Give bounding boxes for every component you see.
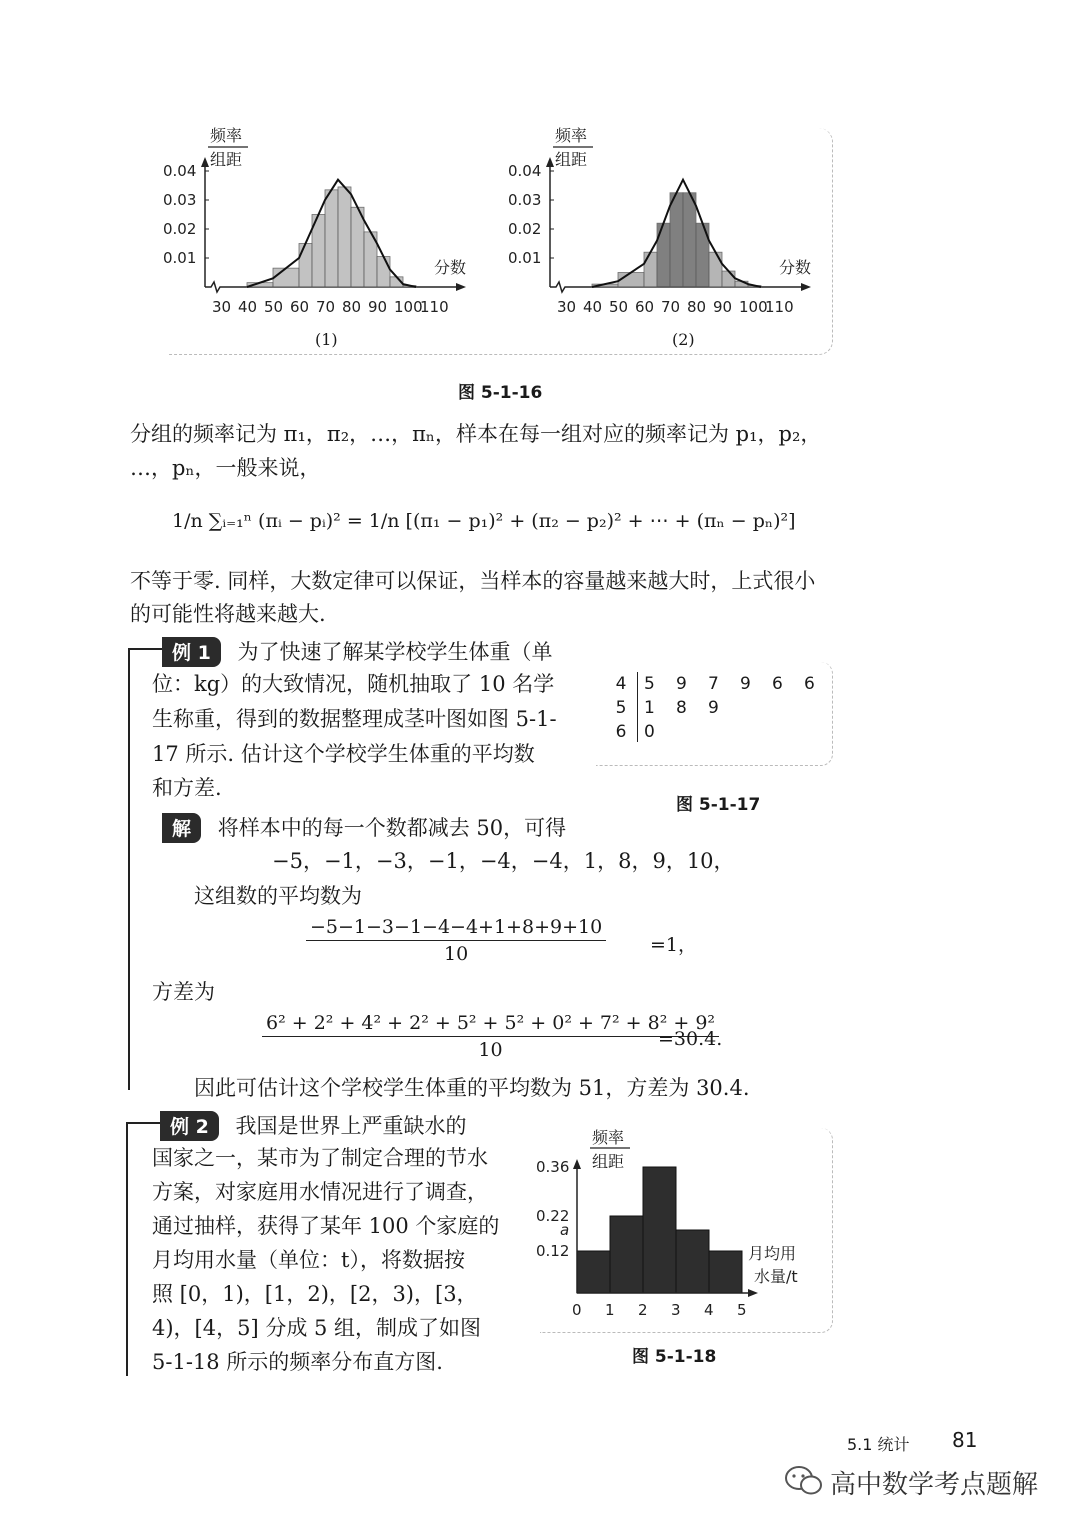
- mean-fraction: [306, 916, 606, 965]
- x-tick-label: 60: [635, 298, 655, 316]
- mean-denominator: 10: [443, 943, 469, 965]
- x-axis-arrow: [456, 283, 466, 291]
- example-2-line-4: 通过抽样，获得了某年 100 个家庭的: [152, 1214, 500, 1238]
- example-1-line-3: 生称重，得到的数据整理成茎叶图如图 5-1-: [152, 707, 557, 731]
- example-1-line-2: 位：kg）的大致情况，随机抽取了 10 名学: [152, 672, 555, 696]
- histogram-bar: [709, 252, 722, 287]
- variance-denominator: 10: [478, 1039, 503, 1061]
- paragraph-2-line-2: 的可能性将越来越大.: [130, 602, 326, 626]
- mean-result: =1，: [650, 934, 698, 956]
- y-tick-label: 0.04: [163, 162, 197, 180]
- variance-fraction: [262, 1012, 719, 1061]
- example-2-line-7: 4)，[4，5] 分成 5 组，制成了如图: [152, 1316, 482, 1340]
- y-tick-label: a: [560, 1221, 570, 1239]
- x-tick-label: 40: [583, 298, 603, 316]
- x-axis-arrow: [748, 1289, 758, 1297]
- histogram-bar: [644, 252, 657, 287]
- water-usage-histogram: [530, 1125, 830, 1330]
- x-tick-label: 70: [316, 298, 336, 316]
- histogram-bar: [722, 271, 735, 287]
- section-label: 5.1 统计: [847, 1435, 910, 1454]
- x-tick-label: 50: [264, 298, 284, 316]
- x-tick-label: 80: [342, 298, 362, 316]
- y-tick-label: 0.03: [163, 191, 197, 209]
- example-2-tag: 例 2: [160, 1111, 219, 1141]
- example-1-line-5: 和方差.: [152, 776, 222, 800]
- stem-leaf-row: 5 1 8 9: [615, 698, 719, 718]
- y-axis-label-bottom: 组距: [210, 150, 243, 169]
- example-2-line-8: 5-1-18 所示的频率分布直方图.: [152, 1350, 443, 1374]
- page-number: 81: [952, 1428, 978, 1452]
- histogram-bar: [377, 257, 390, 287]
- histogram-chart-1: [160, 125, 480, 325]
- example-1-line-1: 为了快速了解某学校学生体重（单: [237, 640, 553, 664]
- y-axis-label-top: 频率: [592, 1128, 625, 1147]
- x-tick-label: 40: [238, 298, 258, 316]
- y-tick-label: 0.03: [508, 191, 542, 209]
- histogram-bar: [683, 193, 696, 287]
- paragraph-1-line-1: 分组的频率记为 π₁，π₂，…，πₙ，样本在每一组对应的频率记为 p₁，p₂，: [130, 422, 822, 446]
- figure-17-caption: 图 5-1-17: [676, 795, 761, 815]
- figure-18-caption: 图 5-1-18: [632, 1347, 717, 1367]
- histogram-chart-2: [505, 125, 825, 325]
- histogram-bar: [709, 1251, 742, 1293]
- solution-1-tag: 解: [162, 813, 201, 843]
- wechat-icon: [784, 1464, 824, 1498]
- histogram-bar: [325, 190, 338, 287]
- x-tick-label: 5: [737, 1301, 747, 1319]
- variance-result: =30.4.: [658, 1028, 723, 1050]
- watermark-text: 高中数学考点题解: [830, 1470, 1039, 1500]
- histogram-bar: [273, 268, 299, 287]
- histogram-bar: [577, 1251, 610, 1293]
- solution-1-header: [162, 812, 566, 843]
- y-tick-label: 0.12: [536, 1242, 570, 1260]
- variance-numerator: 6² + 2² + 4² + 2² + 5² + 5² + 0² + 7² + 8² + 9²: [262, 1012, 719, 1037]
- x-tick-label: 80: [687, 298, 707, 316]
- histogram-bar: [643, 1167, 676, 1293]
- solution-1-line-3: 这组数的平均数为: [194, 884, 362, 908]
- y-axis-arrow: [201, 157, 209, 167]
- x-tick-label: 1: [605, 1301, 615, 1319]
- y-tick-label: 0.22: [536, 1207, 570, 1225]
- example-1-header: [162, 636, 553, 667]
- y-tick-label: 0.36: [536, 1158, 570, 1176]
- example-2-header: [160, 1110, 467, 1141]
- histogram-bar: [299, 244, 312, 288]
- solution-1-line-1: 将样本中的每一个数都减去 50，可得: [217, 816, 567, 840]
- x-tick-label: 70: [661, 298, 681, 316]
- example-2-line-6: 照 [0，1)，[1，2)，[2，3)，[3，: [152, 1282, 478, 1306]
- y-axis-label-top: 频率: [555, 126, 588, 145]
- mean-numerator: −5−1−3−1−4−4+1+8+9+10: [306, 916, 606, 941]
- example-1-tag: 例 1: [162, 637, 221, 667]
- x-tick-label: 110: [765, 298, 794, 316]
- histogram-bar: [670, 193, 683, 287]
- x-tick-label: 30: [557, 298, 577, 316]
- y-tick-label: 0.04: [508, 162, 542, 180]
- x-tick-label: 110: [420, 298, 449, 316]
- x-axis-label-bottom: 水量/t: [754, 1267, 798, 1286]
- example-2-line-3: 方案，对家庭用水情况进行了调查，: [152, 1180, 488, 1204]
- solution-1-conclusion: 因此可估计这个学校学生体重的平均数为 51，方差为 30.4.: [194, 1076, 750, 1100]
- y-axis-label-bottom: 组距: [592, 1152, 625, 1171]
- x-axis-arrow: [801, 283, 811, 291]
- x-tick-label: 30: [212, 298, 232, 316]
- figure-16-sub2: (2): [672, 330, 695, 349]
- histogram-bar: [351, 207, 364, 287]
- paragraph-1-line-2: …，pₙ，一般来说，: [130, 456, 321, 480]
- x-tick-label: 0: [572, 1301, 582, 1319]
- x-tick-label: 100: [394, 298, 423, 316]
- y-axis-label-bottom: 组距: [555, 150, 588, 169]
- x-tick-label: 100: [739, 298, 768, 316]
- y-tick-label: 0.01: [508, 249, 542, 267]
- x-axis-label: 分数: [779, 258, 812, 277]
- x-tick-label: 3: [671, 1301, 681, 1319]
- y-tick-label: 0.01: [163, 249, 197, 267]
- figure-16-caption: 图 5-1-16: [458, 383, 543, 403]
- example-2-line-5: 月均用水量（单位：t），将数据按: [152, 1248, 465, 1272]
- y-axis-label-top: 频率: [210, 126, 243, 145]
- x-tick-label: 50: [609, 298, 629, 316]
- paragraph-2-line-1: 不等于零. 同样，大数定律可以保证，当样本的容量越来越大时，上式很小: [130, 569, 816, 593]
- example-2-line-1: 我国是世界上严重缺水的: [235, 1114, 467, 1138]
- x-tick-label: 90: [368, 298, 388, 316]
- x-axis-label: 分数: [434, 258, 467, 277]
- histogram-bar: [610, 1216, 643, 1293]
- x-tick-label: 2: [638, 1301, 648, 1319]
- solution-1-values: −5，−1，−3，−1，−4，−4，1，8，9，10，: [272, 849, 735, 873]
- figure-16-sub1: (1): [315, 330, 338, 349]
- x-tick-label: 4: [704, 1301, 714, 1319]
- stem-leaf-row: 6 0: [615, 722, 655, 742]
- deviation-formula: 1/n ∑ᵢ₌₁ⁿ (πᵢ − pᵢ)² = 1/n [(π₁ − p₁)² + (π₂ − p₂)² + ⋯ + (πₙ − pₙ)²]: [172, 510, 796, 532]
- y-tick-label: 0.02: [163, 220, 197, 238]
- solution-1-line-4: 方差为: [152, 980, 215, 1004]
- y-axis-arrow: [546, 157, 554, 167]
- y-axis-arrow: [573, 1159, 581, 1169]
- histogram-bar: [676, 1230, 709, 1293]
- example-1-line-4: 17 所示. 估计这个学校学生体重的平均数: [152, 742, 535, 766]
- stem-leaf-row: 4 5 9 7 9 6 6: [615, 674, 815, 694]
- x-axis-label-top: 月均用: [748, 1244, 797, 1263]
- x-tick-label: 60: [290, 298, 310, 316]
- y-tick-label: 0.02: [508, 220, 542, 238]
- histogram-bar: [338, 187, 351, 287]
- x-tick-label: 90: [713, 298, 733, 316]
- example-2-line-2: 国家之一，某市为了制定合理的节水: [152, 1146, 488, 1170]
